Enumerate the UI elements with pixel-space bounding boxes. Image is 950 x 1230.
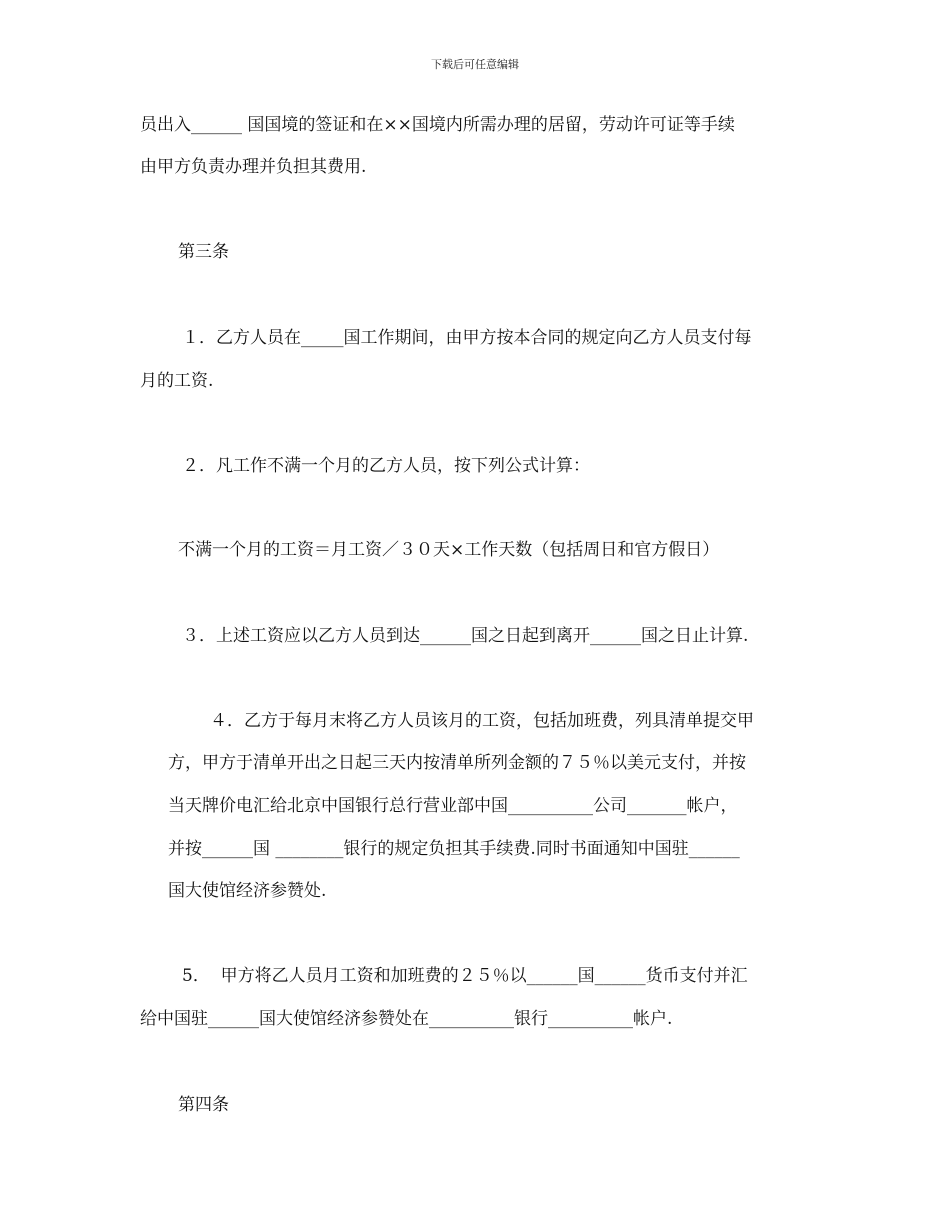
- paragraph-line: ３．上述工资应以乙方人员到达______国之日起到离开______国之日止计算.: [182, 626, 749, 646]
- formula-line: 不满一个月的工资＝月工资／３０天×工作天数（包括周日和官方假日）: [178, 540, 720, 560]
- paragraph-line: 并按______国 ________银行的规定负担其手续费.同时书面通知中国驻______: [168, 839, 740, 859]
- paragraph-line: １．乙方人员在_____国工作期间，由甲方按本合同的规定向乙方人员支付每: [182, 328, 752, 348]
- section-heading: 第四条: [178, 1095, 229, 1115]
- paragraph-line: 方，甲方于清单开出之日起三天内按清单所列金额的７５％以美元支付，并按: [168, 753, 746, 773]
- paragraph-line: 当天牌价电汇给北京中国银行总行营业部中国__________公司_______帐户，: [168, 796, 738, 816]
- paragraph-line: 由甲方负责办理并负担其费用.: [140, 157, 367, 177]
- paragraph-line: ４．乙方于每月末将乙方人员该月的工资，包括加班费，列具清单提交甲: [210, 711, 754, 731]
- paragraph-line: ２．凡工作不满一个月的乙方人员，按下列公式计算：: [182, 456, 590, 476]
- paragraph-line: 月的工资.: [140, 371, 214, 391]
- section-heading: 第三条: [178, 242, 229, 262]
- paragraph-line: 员出入______ 国国境的签证和在××国境内所需办理的居留，劳动许可证等手续: [140, 115, 735, 135]
- page-header: 下载后可任意编辑: [431, 58, 519, 71]
- paragraph-line: 5． 甲方将乙人员月工资和加班费的２５％以______国______货币支付并汇: [182, 966, 748, 986]
- paragraph-line: 国大使馆经济参赞处.: [168, 881, 327, 901]
- paragraph-line: 给中国驻______国大使馆经济参赞处在__________银行__________帐户.: [140, 1009, 673, 1029]
